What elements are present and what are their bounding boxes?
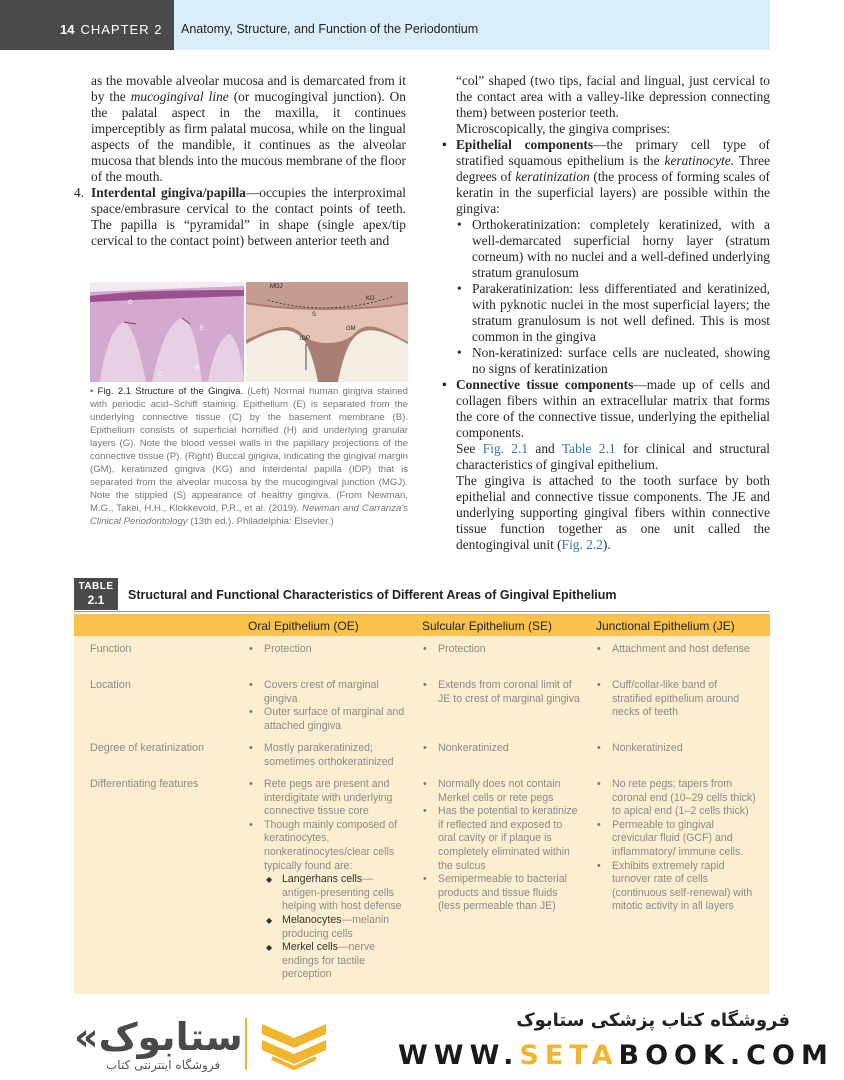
left-paragraph-1: as the movable alveolar mucosa and is demarcated from it by the mucogingival line (or mucogingival junction). On the palatal aspect in the maxilla, it continues imperceptibly as firm palatal mucosa, while on the lingual aspects of the mandible, it continues as the alveolar mucosa that blends into the mucous membrane of the floor of the mouth.: [91, 73, 406, 184]
cell-features-se: • Normally does not contain Merkel cells or rete pegs • Has the potential to keratinize if reflected and exposed to oral cavity or if plaque is completely eliminated within the sulcus • Semipermeable to bacterial products and tissue fluids (less permeable than JE): [423, 778, 578, 913]
page-number: 14: [60, 22, 75, 37]
chapter-label: [60, 22, 162, 37]
cell-location-oe: • Covers crest of marginal gingiva • Outer surface of marginal and attached gingiva: [249, 679, 405, 732]
bullet-connective: • Connective tissue components—made up of cells and collagen fibers within an extracellular matrix that forms the core of the connective tissue, underlying the epithelial components.: [442, 377, 770, 440]
cell-keratinization-oe: • Mostly parakeratinized; sometimes orthokeratinized: [249, 742, 394, 768]
running-title: Anatomy, Structure, and Function of the Periodontium: [181, 22, 479, 36]
fig-2-2-link[interactable]: Fig. 2.2: [561, 537, 603, 552]
setabook-emblem-icon: [258, 1020, 330, 1072]
bullet-epithelial: • Epithelial components—the primary cell type of stratified squamous epithelium is the keratinocyte. Three degrees of keratinization (the process of forming scales of keratin in the superficial layers) are possible within the gingiva:: [442, 137, 770, 216]
histology-drawing: [90, 282, 244, 382]
fig-2-1-link[interactable]: Fig. 2.1: [482, 441, 529, 456]
right-column: [442, 73, 770, 553]
label-gm: GM: [346, 326, 356, 332]
cell-function-se: • Protection: [423, 643, 486, 655]
figure-2-1: [90, 282, 408, 382]
table-2-1-link[interactable]: Table 2.1: [561, 441, 616, 456]
clinical-image: [246, 282, 408, 382]
cell-function-je: • Attachment and host defense: [597, 643, 750, 655]
label-c: C: [158, 372, 163, 378]
list-item-4: 4. Interdental gingiva/papilla—occupies the interproximal space/embrasure cervical to the contact points of teeth. The papilla is “pyramidal” in shape (single apex/tip cervical to the contact point) between anterior teeth and: [74, 185, 406, 248]
right-paragraph-2: See Fig. 2.1 and Table 2.1 for clinical and structural characteristics of gingival epithelium.: [456, 441, 770, 472]
row-label-function: Function: [90, 643, 132, 655]
row-label-features: Differentiating features: [90, 778, 199, 790]
sub-langerhans: ◆ Langerhans cells—antigen-presenting cells helping with host defense: [266, 873, 402, 913]
table-badge: TABLE 2.1: [74, 578, 118, 610]
label-e: E: [200, 326, 205, 332]
cell-location-se: • Extends from coronal limit of JE to crest of marginal gingiva: [423, 679, 580, 705]
right-paragraph-1: Microscopically, the gingiva comprises:: [456, 121, 671, 136]
sub-merkel: ◆ Merkel cells—nerve endings for tactile perception: [266, 941, 376, 981]
table-rule: [74, 611, 770, 612]
right-paragraph-3: The gingiva is attached to the tooth surface by both epithelial and connective tissue components. The JE and underlying supporting gingival fibers within connective tissue function together as one unit called the dentogingival unit (Fig. 2.2).: [456, 473, 770, 552]
setabook-logo-text: «ستابوک: [74, 1015, 243, 1059]
label-kg: KG: [366, 296, 375, 302]
cell-features-je: • No rete pegs; tapers from coronal end (10–29 cells thick) to apical end (1–2 cells thick) • Permeable to gingival crevicular fluid (GCF) and inflammatory/ immune cells. • Exhibits extremely rapid turnover rate of cells (continuous self-renewal) with mitotic activity in all layers: [597, 778, 756, 913]
cell-keratinization-se: • Nonkeratinized: [423, 742, 509, 754]
label-g: G: [128, 300, 133, 306]
cell-location-je: • Cuff/collar-like band of stratified epithelium around necks of teeth: [597, 679, 740, 719]
label-idp: IDP: [300, 336, 311, 342]
right-paragraph-0: “col” shaped (two tips, facial and lingual, just cervical to the contact area with a valley-like depression connecting them) between posterior teeth.: [456, 73, 770, 120]
label-s: S: [312, 312, 317, 318]
logo-separator: [245, 1018, 247, 1070]
table-title: Structural and Functional Characteristics of Different Areas of Gingival Epithelium: [128, 588, 617, 602]
left-column: [74, 73, 406, 249]
label-b: B: [195, 366, 200, 372]
setabook-logo-subtitle: فروشگاه اینترنتی کتاب: [106, 1058, 221, 1072]
sub-nonkeratinized: • Non-keratinized: surface cells are nucleated, showing no signs of keratinization: [457, 345, 770, 376]
cell-function-oe: • Protection: [249, 643, 312, 655]
col-header-je: Junctional Epithelium (JE): [596, 619, 735, 633]
sub-parakeratinization: • Parakeratinization: less differentiated and keratinized, with pyknotic nuclei in the most superficial layers; the stratum granulosum is not well defined. This is most common in the gingiva: [457, 281, 770, 344]
sub-melanocytes: ◆ Melanocytes—melanin producing cells: [266, 913, 390, 940]
histology-image: [90, 282, 244, 382]
row-label-keratinization: Degree of keratinization: [90, 742, 205, 754]
sub-orthokeratinization: • Orthokeratinization: completely keratinized, with a well-demarcated superficial horny layer (stratum corneum) with no nuclei and a well-defined underlying stratum granulosum: [457, 217, 770, 280]
cell-features-oe: • Rete pegs are present and interdigitate with underlying connective tissue core • Though mainly composed of keratinocytes, nonkeratinocytes/clear cells typically found are: ◆ Langerhans cells—antigen-presenting cells helping with host defense ◆ Melanocytes—melanin producing cells ◆ Merkel cells—nerve endings for tactile perception: [248, 778, 408, 992]
label-h: H: [178, 283, 183, 289]
row-label-location: Location: [90, 679, 131, 691]
col-header-se: Sulcular Epithelium (SE): [422, 619, 553, 633]
chapter-name: CHAPTER 2: [80, 22, 163, 37]
shop-url[interactable]: WWW.SETABOOK.COM: [398, 1040, 834, 1071]
cell-keratinization-je: • Nonkeratinized: [597, 742, 683, 754]
col-header-oe: Oral Epithelium (OE): [248, 619, 359, 633]
figure-caption: • Fig. 2.1 Structure of the Gingiva. (Left) Normal human gingiva stained with periodic acid–Schiff staining. Epithelium (E) is separated from the underlying connective tissue (C) by the basement membrane (B). Epithelium consists of superficial hornified (H) and underlying granular layers (G). Note the blood vessel walls in the papillary projections of the connective tissue (P). (Right) Buccal gingiva, indicating the gingival margin (GM), keratinized gingiva (KG) and interdental papilla (IDP) that is separated from the alveolar mucosa by the mucogingival junction (MGJ). Note the stippled (S) appearance of healthy gingiva. (From Newman, M.G., Takei, H.H., Klokkevold, P.R., et al. (2019). Newman and Carranza's Clinical Periodontology (13th ed.). Philadelphia: Elsevier.): [90, 386, 408, 527]
clinical-drawing: [246, 282, 408, 382]
label-mgj: MGJ: [270, 284, 283, 290]
shop-name: فروشگاه کتاب پزشکی ستابوک: [516, 1010, 790, 1031]
